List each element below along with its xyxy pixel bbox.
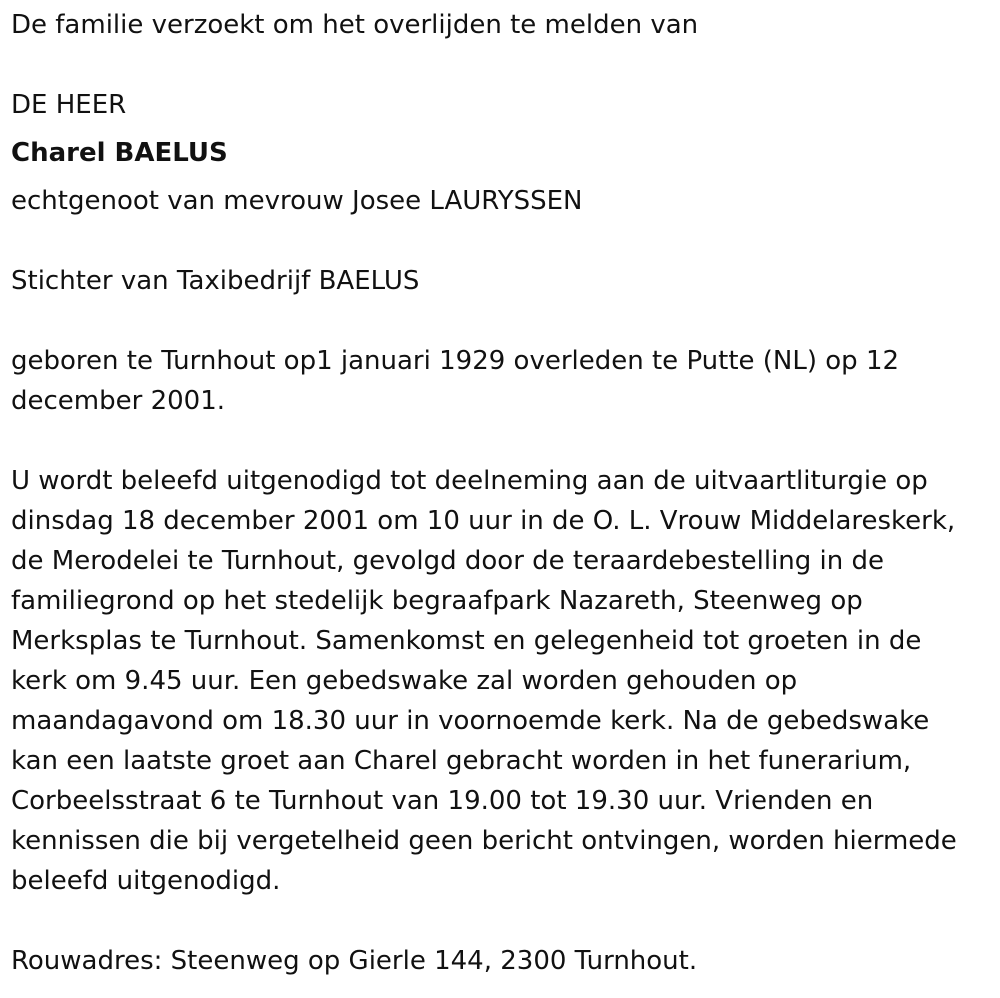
paragraph-line: maandagavond om 18.30 uur in voornoemde kerk. Na de gebedswake <box>11 706 930 736</box>
invitation-paragraph <box>11 461 1000 901</box>
paragraph-line: kan een laatste groet aan Charel gebracht worden in het funerarium, <box>11 746 912 776</box>
spacer <box>11 421 1000 461</box>
spacer <box>11 45 1000 85</box>
paragraph-line: U wordt beleefd uitgenodigd tot deelneming aan de uitvaartliturgie op <box>11 466 928 496</box>
paragraph-line: Merksplas te Turnhout. Samenkomst en gelegenheid tot groeten in de <box>11 626 922 656</box>
spacer <box>11 901 1000 941</box>
birth-death-paragraph <box>11 341 1000 421</box>
spacer <box>11 301 1000 341</box>
paragraph-line: Corbeelsstraat 6 te Turnhout van 19.00 tot 19.30 uur. Vrienden en <box>11 786 874 816</box>
deceased-name: Charel BAELUS <box>11 138 228 168</box>
paragraph-line: beleefd uitgenodigd. <box>11 866 281 896</box>
paragraph-line: geboren te Turnhout op1 januari 1929 overleden te Putte (NL) op 12 <box>11 346 900 376</box>
spacer <box>11 221 1000 261</box>
paragraph-line: dinsdag 18 december 2001 om 10 uur in de O. L. Vrouw Middelareskerk, <box>11 506 956 536</box>
paragraph-line: de Merodelei te Turnhout, gevolgd door de teraardebestelling in de <box>11 546 885 576</box>
paragraph-line: kennissen die bij vergetelheid geen bericht ontvingen, worden hiermede <box>11 826 957 856</box>
intro-text: De familie verzoekt om het overlijden te melden van <box>11 10 699 40</box>
founder-text: Stichter van Taxibedrijf BAELUS <box>11 266 420 296</box>
paragraph-line: kerk om 9.45 uur. Een gebedswake zal worden gehouden op <box>11 666 798 696</box>
spouse-text: echtgenoot van mevrouw Josee LAURYSSEN <box>11 186 583 216</box>
mourning-address: Rouwadres: Steenweg op Gierle 144, 2300 Turnhout. <box>11 946 698 976</box>
honorific-title: DE HEER <box>11 90 127 120</box>
paragraph-line: familiegrond op het stedelijk begraafpark Nazareth, Steenweg op <box>11 586 863 616</box>
paragraph-line: december 2001. <box>11 386 226 416</box>
